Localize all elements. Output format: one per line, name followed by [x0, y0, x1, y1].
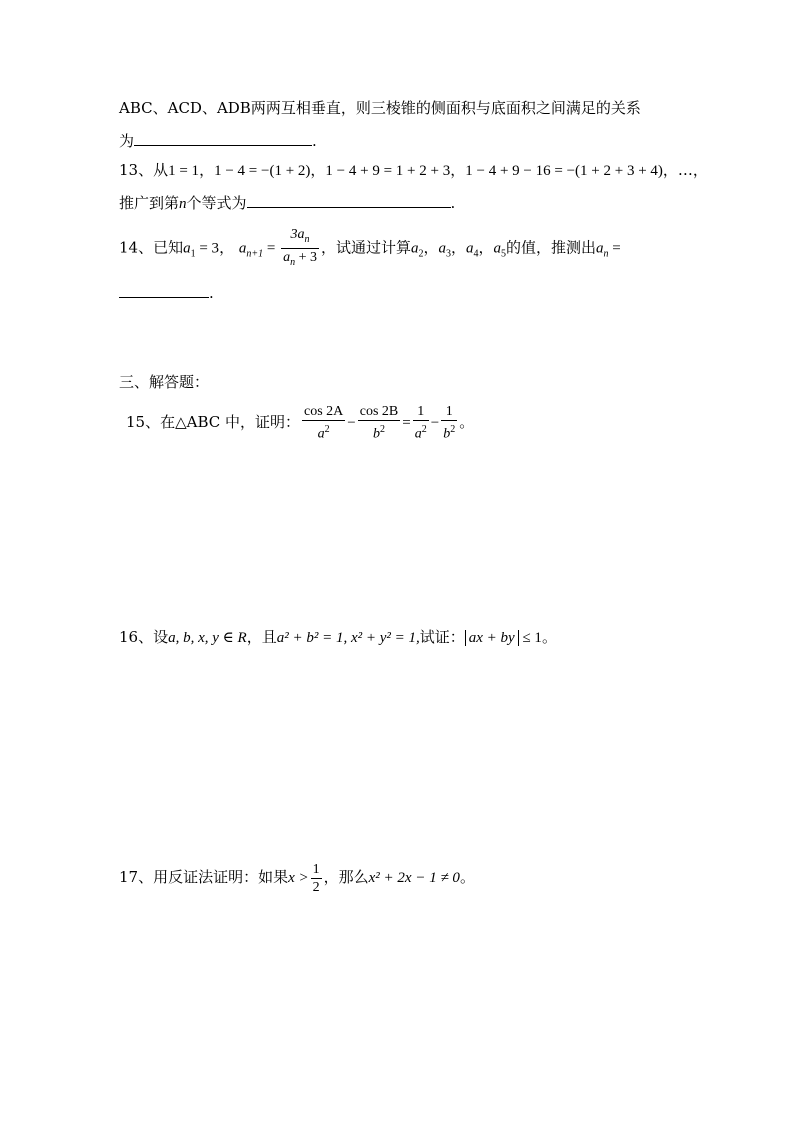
- q15-f2-num: cos 2B: [359, 404, 399, 420]
- q14-rec-lhs: a: [238, 240, 247, 257]
- q17-label: 17、用反证法证明：如果: [119, 868, 289, 886]
- q15-frac-3: $\frac{1}{a^2}$: [414, 404, 427, 442]
- q13-eq3: 1 − 4 + 9 = 1 + 2 + 3: [325, 163, 451, 179]
- q13-line2: [119, 193, 455, 214]
- q16-ineq: ≤ 1: [518, 630, 542, 646]
- q13-suffix: .: [450, 194, 456, 212]
- q15-f4-num: 1: [445, 404, 453, 420]
- q14-rec-den: a: [283, 249, 291, 265]
- q13-eq1: 1 = 1: [168, 163, 200, 179]
- q14-text-values: 的值，推测出: [506, 238, 597, 257]
- q14-recurrence-fraction: $\frac{3a_n}{a_n + 3}$: [281, 226, 319, 271]
- q13-prefix: 推广到第: [119, 194, 180, 212]
- q15-f1-num: cos 2A: [304, 404, 344, 420]
- q14-label: 14、已知: [119, 238, 184, 257]
- q16-vars: a, b, x, y ∈ R: [168, 630, 247, 646]
- q12-line1: [119, 98, 641, 118]
- q17-half-num: 1: [312, 861, 320, 877]
- q17-half-den: 2: [312, 879, 320, 895]
- q13-n: n: [179, 196, 187, 212]
- q14-answer-blank[interactable]: [119, 283, 209, 298]
- q16-line: [119, 627, 557, 648]
- q12-line2: [119, 131, 317, 151]
- q15-frac-4: $\frac{1}{b^2}$: [443, 404, 456, 442]
- q15-f1-den: a: [317, 426, 325, 442]
- q17-end: 。: [459, 868, 475, 886]
- q15-f3-den: a: [414, 426, 422, 442]
- q15-end: 。: [459, 413, 475, 431]
- q14-a1: a: [183, 240, 191, 257]
- q16-mid: ，且: [246, 628, 277, 646]
- q14-rec-lhs-sub: n+1: [246, 248, 264, 260]
- q16-prove: 试证：: [419, 628, 465, 646]
- q17-mid: ，那么: [323, 868, 369, 886]
- q12-answer-blank[interactable]: [134, 131, 312, 146]
- q13-mid: 个等式为: [186, 194, 247, 212]
- q17-expr: x² + 2x − 1 ≠ 0: [368, 870, 460, 886]
- q16-end: 。: [541, 628, 557, 646]
- q16-cond: a² + b² = 1, x² + y² = 1,: [276, 630, 420, 646]
- q12-text: ABC、ACD、ADB两两互相垂直，则三棱锥的侧面积与底面积之间满足的关系: [119, 99, 641, 117]
- q13-answer-blank[interactable]: [247, 193, 451, 208]
- q14-line1: 14、已知$a_1 = 3$， $a_{n+1}$ = $\frac{3a_n}{a_n + 3}$ ，试通过计算$a_2$，$a_3$，$a_4$，$a_5$的值，推测出$a_n$ =: [119, 226, 621, 274]
- q13-ellipsis: ，…，: [662, 161, 708, 179]
- q15-frac-2: $\frac{\cos 2B}{b^2}$: [359, 404, 399, 442]
- section3-title: [119, 372, 209, 392]
- q12-prefix: 为: [119, 132, 135, 150]
- q16-abs-expression: ax + by: [465, 630, 519, 646]
- q15-line: 15、在△ABC 中，证明： $\frac{\cos 2A}{a^2}$ − $\frac{\cos 2B}{b^2}$ = $\frac{1}{a^2}$ − $\frac{1}{b^2}$ 。: [126, 404, 475, 442]
- q15-label: 15、在△ABC 中，证明：: [126, 413, 301, 431]
- q15-f4-den: b: [443, 426, 451, 442]
- q13-eq2: 1 − 4 = −(1 + 2): [214, 163, 311, 179]
- section3-title-text: 三、解答题：: [119, 373, 210, 391]
- q15-f2-den: b: [373, 426, 381, 442]
- q14-text-mid: ，试通过计算: [320, 238, 411, 257]
- q14-suffix: .: [209, 284, 214, 302]
- q14-rec-den-plus: + 3: [295, 249, 317, 265]
- q16-label: 16、设: [119, 628, 169, 646]
- q13-label: 13、从: [119, 161, 169, 179]
- q14-a1-eq: = 3: [195, 240, 220, 257]
- q14-line2: [119, 283, 214, 303]
- q17-x-gt: x >: [288, 870, 309, 886]
- q15-frac-1: $\frac{\cos 2A}{a^2}$: [304, 404, 344, 442]
- q15-f3-num: 1: [417, 404, 425, 420]
- q17-line: [119, 855, 475, 900]
- q13-eq4: 1 − 4 + 9 − 16 = −(1 + 2 + 3 + 4): [465, 163, 663, 179]
- q12-suffix: .: [312, 132, 317, 150]
- q17-half-fraction: [311, 861, 322, 896]
- q14-rec-num: 3a: [290, 227, 305, 242]
- q13-line1: 13、从1 = 1，1 − 4 = −(1 + 2)，1 − 4 + 9 = 1 + 2 + 3，1 − 4 + 9 − 16 = −(1 + 2 + 3 + 4)，…，: [119, 161, 708, 179]
